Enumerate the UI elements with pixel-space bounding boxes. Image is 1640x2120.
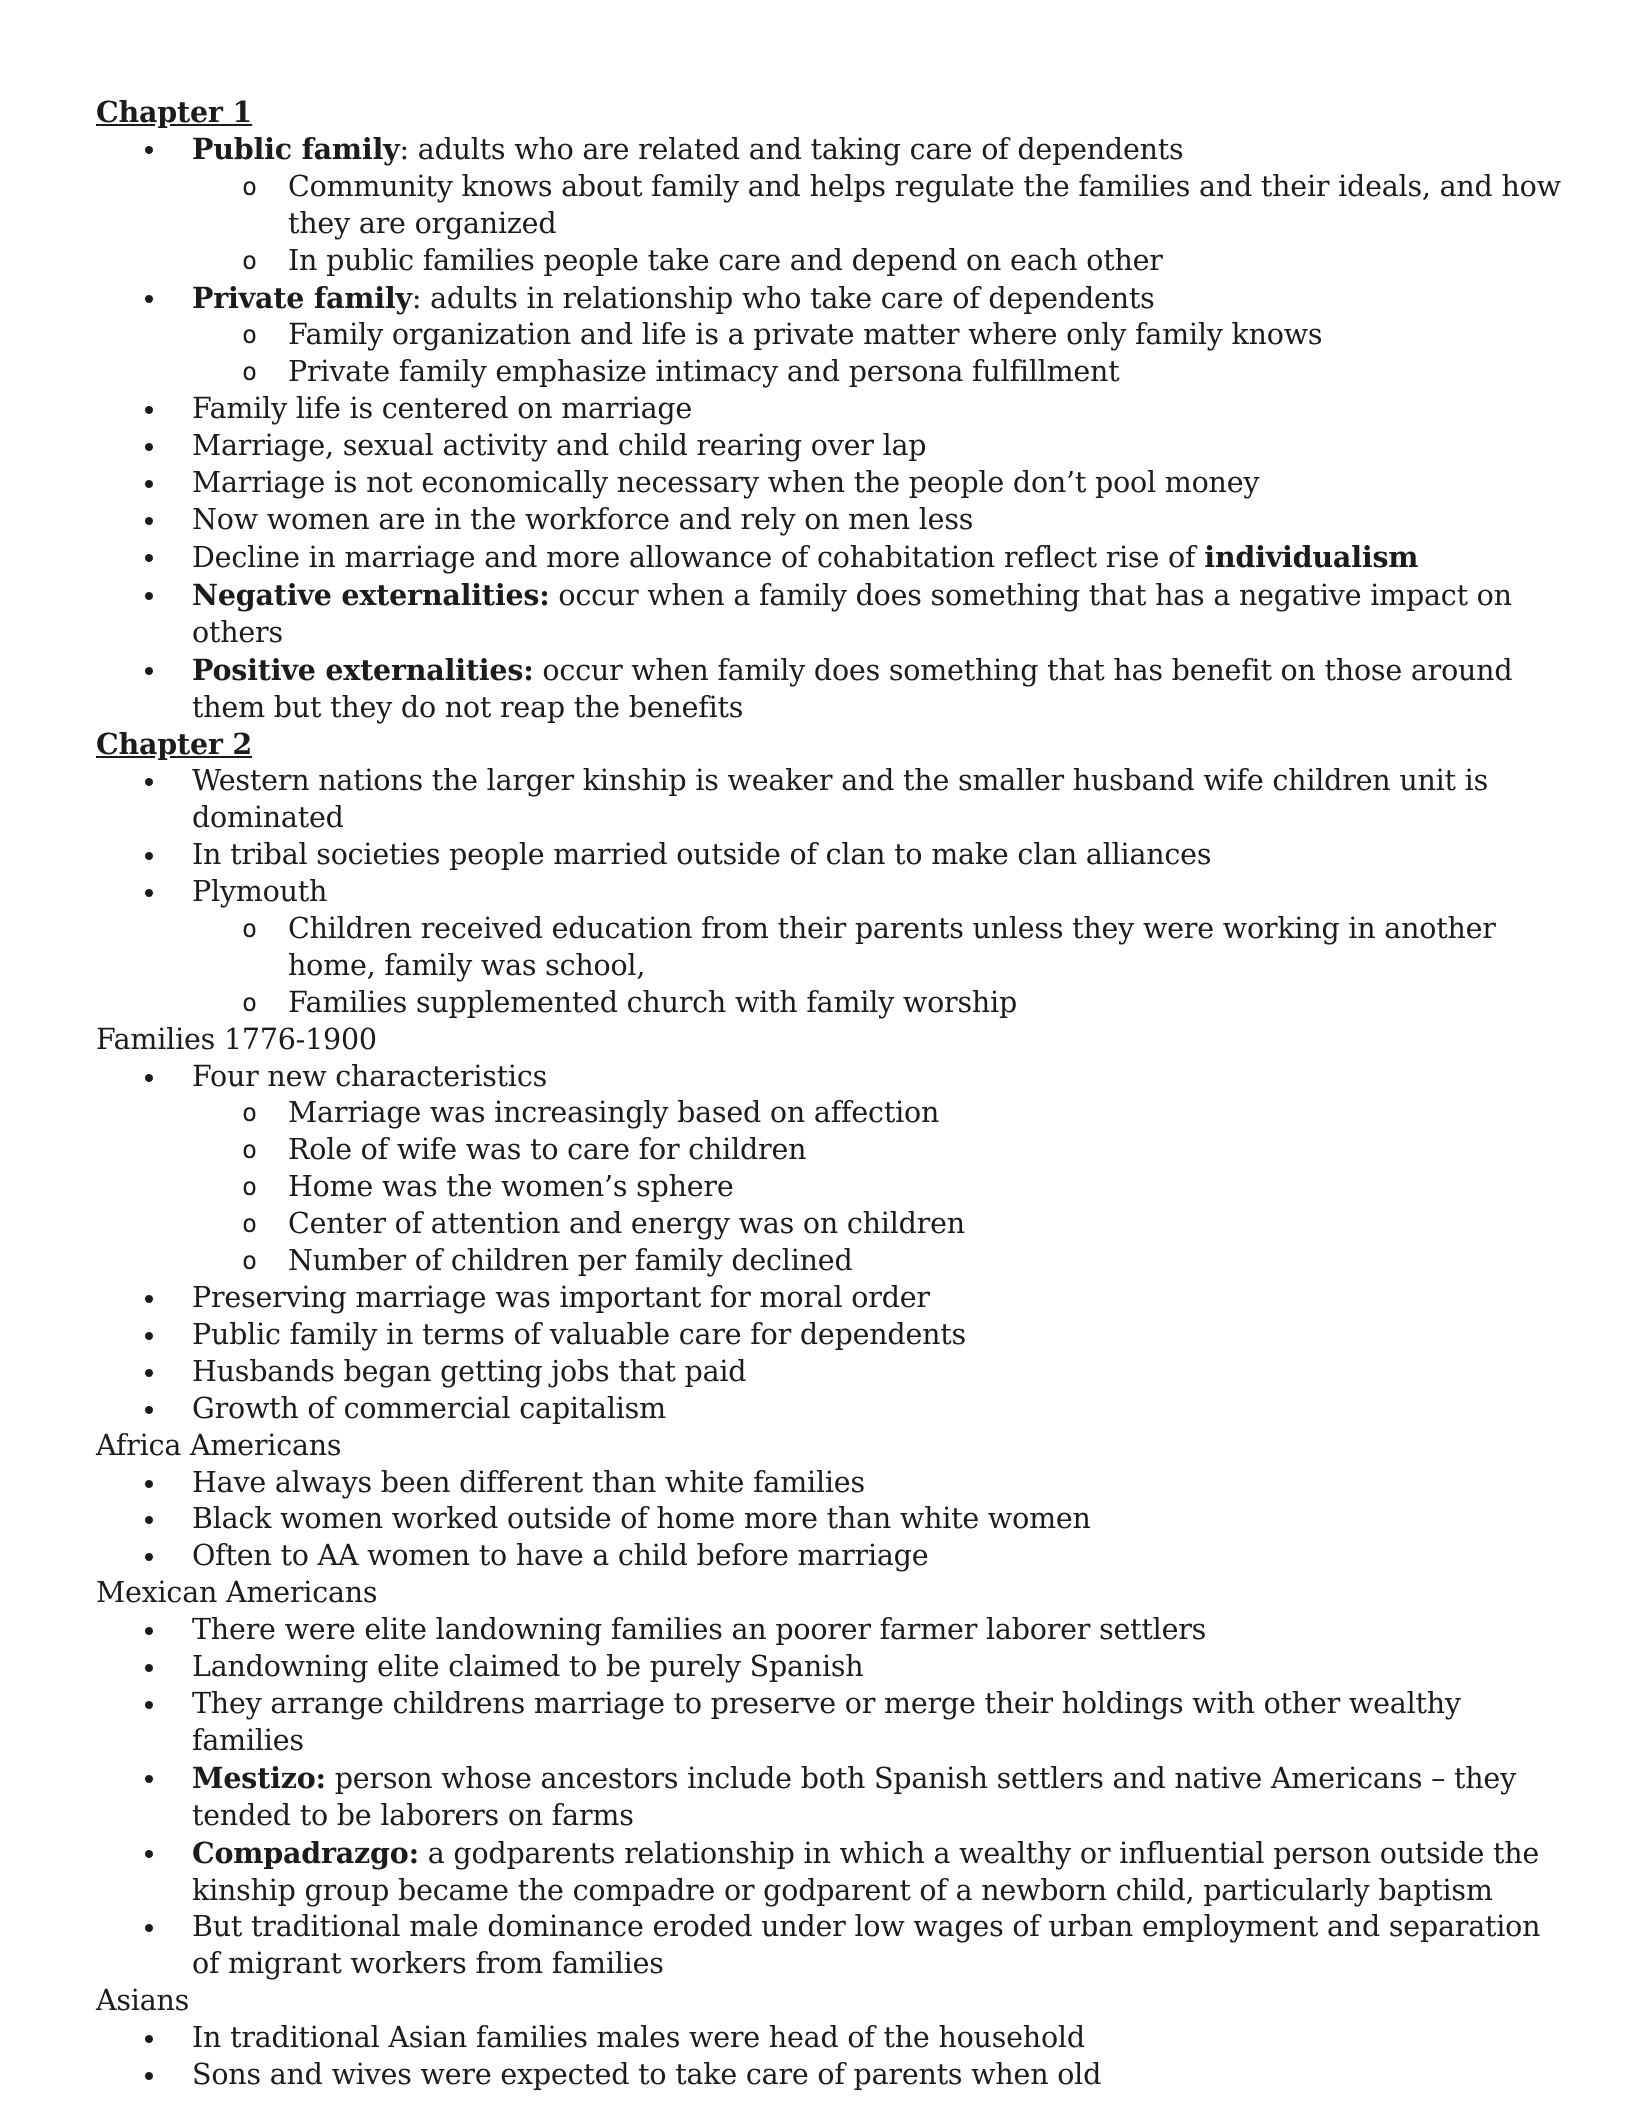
chapter-heading: Chapter 2 [96, 727, 253, 762]
item-text: Often to AA women to have a child before marriage [192, 1539, 929, 1573]
list-item [96, 1612, 1566, 1649]
term-label: Negative externalities: [192, 577, 550, 612]
list-item [96, 539, 1566, 577]
sub-list-item: o Community knows about family and helps regulate the families and their ideals, and how they are organized [192, 169, 1566, 243]
list-item [96, 652, 1566, 727]
item-text: Growth of commercial capitalism [192, 1391, 666, 1425]
list-item [96, 280, 1566, 392]
sub-list [288, 1095, 1566, 1280]
item-text: Landowning elite claimed to be purely Spanish [192, 1650, 864, 1684]
document-body [96, 94, 1566, 2094]
section-heading: Mexican Americans [96, 1576, 378, 1610]
term-label: Positive externalities: [192, 652, 534, 687]
term-label: Private family [192, 280, 412, 315]
bullet-list [96, 131, 1566, 727]
item-text: person whose ancestors include both Spanish settlers and native Americans – they tended to be laborers on farms [192, 1761, 1516, 1832]
item-text: occur when a family does something that has a negative impact on others [192, 578, 1512, 649]
sub-list [288, 169, 1566, 280]
sub-list-item: o Role of wife was to care for children [192, 1132, 1566, 1169]
sub-list-item: o Children received education from their parents unless they were working in another home, family was school, [192, 911, 1566, 985]
list-item [96, 1760, 1566, 1835]
item-text: Preserving marriage was important for moral order [192, 1281, 930, 1314]
section-heading: Africa Americans [96, 1428, 342, 1462]
term-label: Public family [192, 131, 400, 166]
bullet-list [96, 1612, 1566, 1983]
list-item [96, 131, 1566, 280]
bullet-list [96, 763, 1566, 1021]
list-item [96, 1501, 1566, 1538]
list-item [96, 465, 1566, 502]
sub-list-item: o In public families people take care and depend on each other [192, 243, 1566, 280]
item-text: Have always been different than white families [192, 1465, 865, 1499]
section-heading: Families 1776-1900 [96, 1022, 377, 1056]
list-item [96, 1538, 1566, 1575]
item-text: But traditional male dominance eroded under low wages of urban employment and separation of migrant workers from families [192, 1910, 1541, 1981]
item-text: Public family in terms of valuable care for dependents [192, 1317, 966, 1351]
list-item [96, 874, 1566, 1022]
list-item [96, 391, 1566, 428]
item-text: In tribal societies people married outside of clan to make clan alliances [192, 838, 1212, 872]
item-text: In traditional Asian families males were head of the household [192, 2021, 1085, 2055]
item-text: They arrange childrens marriage to preserve or merge their holdings with other wealthy families [192, 1686, 1461, 1757]
sub-list [288, 317, 1566, 391]
sub-list-item: o Private family emphasize intimacy and persona fulfillment [192, 354, 1566, 391]
list-item [96, 1059, 1566, 1280]
item-text: Now women are in the workforce and rely on men less [192, 502, 974, 536]
list-item [96, 1354, 1566, 1391]
term-label: individualism [1204, 539, 1419, 574]
list-item [96, 1391, 1566, 1428]
item-text: Family life is centered on marriage [192, 392, 693, 426]
list-item [96, 577, 1566, 652]
item-text: Sons and wives were expected to take care of parents when old [192, 2058, 1102, 2092]
list-item [96, 1280, 1566, 1317]
list-item [96, 428, 1566, 465]
list-item [96, 502, 1566, 539]
item-text: There were elite landowning families an poorer farmer laborer settlers [192, 1613, 1207, 1647]
bullet-list [96, 1465, 1566, 1576]
sub-list-item: o Home was the women’s sphere [192, 1169, 1566, 1206]
list-item [96, 2020, 1566, 2057]
list-item [96, 1317, 1566, 1354]
item-text: : adults who are related and taking care of dependents [399, 132, 1184, 166]
item-text: Decline in marriage and more allowance of cohabitation reflect rise of [192, 540, 1205, 574]
list-item [96, 763, 1566, 837]
item-text: Four new characteristics [192, 1059, 548, 1093]
section-heading: Asians [96, 1984, 190, 2018]
item-text: a godparents relationship in which a wealthy or influential person outside the kinship group became the compadre or godparent of a newborn child, particularly baptism [192, 1836, 1540, 1907]
chapter-heading: Chapter 1 [96, 95, 253, 129]
list-item [96, 1835, 1566, 1910]
list-item [96, 1649, 1566, 1686]
item-text: Black women worked outside of home more than white women [192, 1502, 1091, 1536]
list-item [96, 1686, 1566, 1760]
item-text: occur when family does something that has benefit on those around them but they do not reap the benefits [192, 653, 1513, 724]
item-text: Marriage is not economically necessary when the people don’t pool money [192, 466, 1260, 500]
sub-list-item: o Families supplemented church with family worship [192, 985, 1566, 1022]
list-item [96, 1909, 1566, 1983]
term-label: Mestizo: [192, 1760, 326, 1795]
item-text: : adults in relationship who take care of dependents [411, 281, 1155, 315]
term-label: Compadrazgo: [192, 1835, 419, 1870]
list-item [96, 1465, 1566, 1502]
list-item [96, 837, 1566, 874]
sub-list-item: o Number of children per family declined [192, 1243, 1566, 1280]
bullet-list [96, 1059, 1566, 1428]
item-text: Husbands began getting jobs that paid [192, 1354, 747, 1388]
sub-list-item: o Center of attention and energy was on children [192, 1206, 1566, 1243]
sub-list-item: o Marriage was increasingly based on affection [192, 1095, 1566, 1132]
list-item [96, 2057, 1566, 2094]
item-text: Marriage, sexual activity and child rearing over lap [192, 429, 927, 463]
sub-list [288, 911, 1566, 1022]
sub-list-item: o Family organization and life is a private matter where only family knows [192, 317, 1566, 354]
item-text: Western nations the larger kinship is weaker and the smaller husband wife children unit is dominated [192, 764, 1488, 835]
bullet-list [96, 2020, 1566, 2094]
item-text: Plymouth [192, 875, 328, 909]
